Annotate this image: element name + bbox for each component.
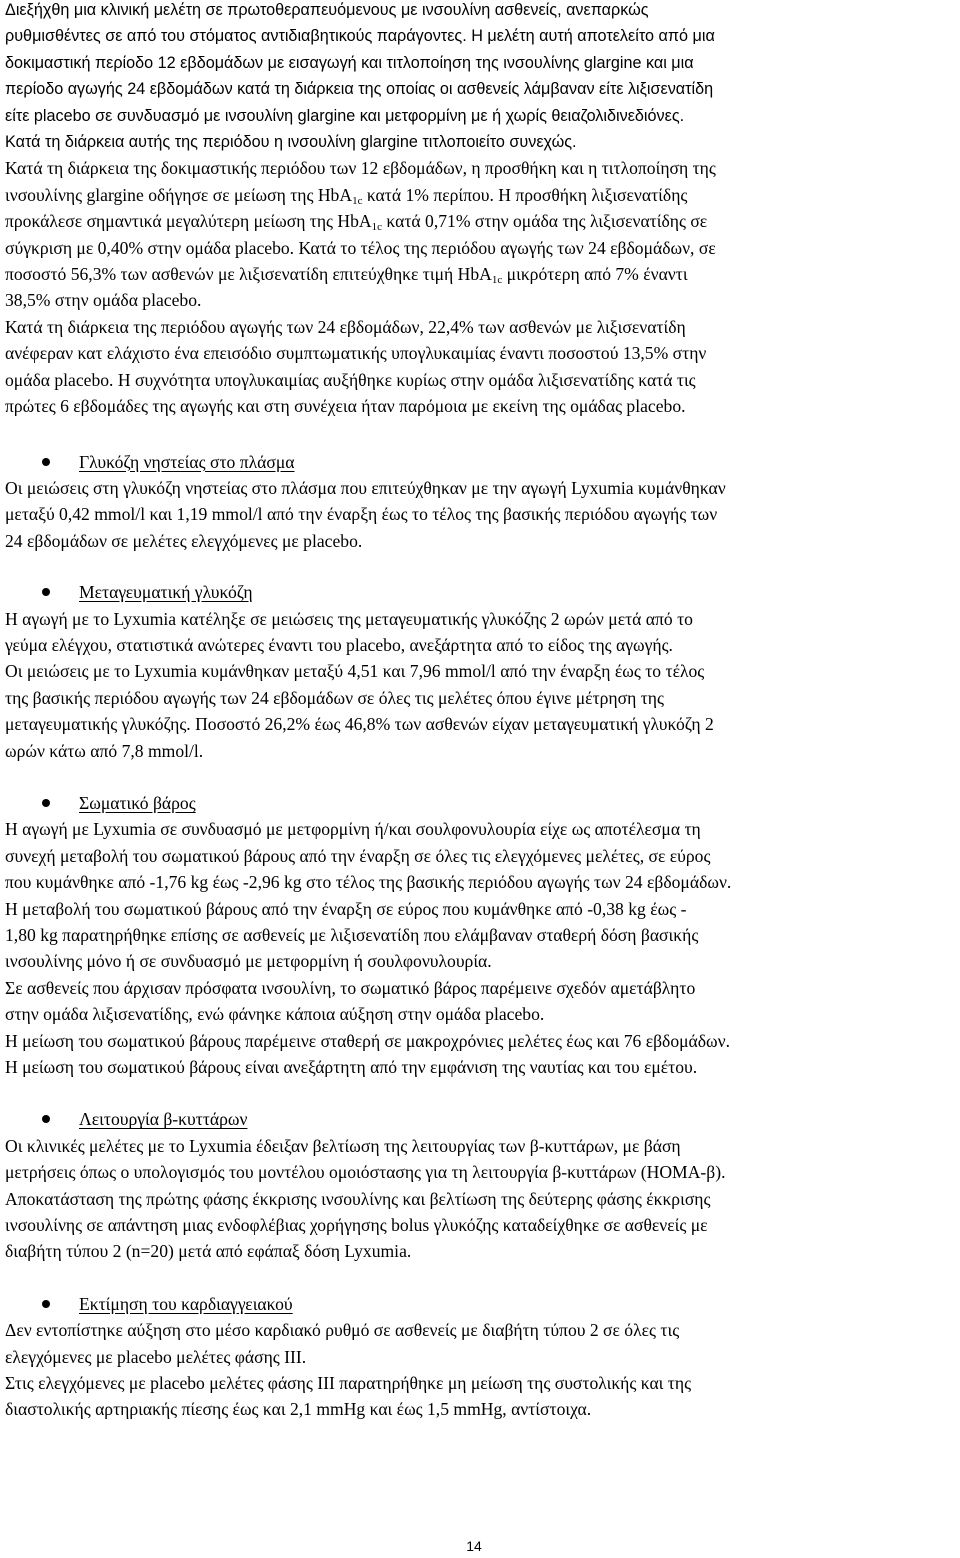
text-line: μεταγευματικής γλυκόζης. Ποσοστό 26,2% έως 46,8% των ασθενών είχαν μεταγευματική γλυκόζη 2 [5,714,714,735]
text-line: Η αγωγή με Lyxumia σε συνδυασμό με μετφορμίνη ή/και σουλφονυλουρία είχε ως αποτέλεσμα τη [5,819,701,840]
text-line: διαβήτη τύπου 2 (n=20) μετά από εφάπαξ δόση Lyxumia. [5,1241,412,1262]
text-line: 1,80 kg παρατηρήθηκε επίσης σε ασθενείς με λιξισενατίδη που ελάμβαναν σταθερή δόση βασικής [5,924,699,945]
text-line [5,182,953,208]
section-heading [5,1291,953,1317]
section-body [5,1317,953,1423]
text-line: διαστολικής αρτηριακής πίεσης έως και 2,1 mmHg και έως 1,5 mmHg, αντίστοιχα. [5,1399,592,1420]
subscript: 1c [371,221,383,234]
text-line: ανέφεραν κατ ελάχιστο ένα επεισόδιο συμπτωματικής υπογλυκαιμίας έναντι ποσοστού 13,5% στην [5,343,707,364]
section-title: Λειτουργία β-κυττάρων [79,1109,248,1130]
text-line: είτε placebo σε συνδυασμό με ινσουλίνη glargine και μετφορμίνη με ή χωρίς θειαζολιδινεδιόνες. [5,106,685,125]
section-heading [5,579,953,605]
text-line: Κατά τη διάρκεια της περιόδου αγωγής των 24 εβδομάδων, 22,4% των ασθενών με λιξισενατίδη [5,316,686,337]
hypoglycemia-paragraph [5,314,953,420]
page-number: 14 [466,1538,482,1554]
section-title: Εκτίμηση του καρδιαγγειακού [79,1293,293,1314]
text-line: που κυμάνθηκε από -1,76 kg έως -2,96 kg στο τέλος της βασικής περιόδου αγωγής των 24 εβδομάδων. [5,872,732,893]
text-line: Η μεταβολή του σωματικού βάρους από την έναρξη σε εύρος που κυμάνθηκε από -0,38 kg έως - [5,898,687,919]
text-line: σύγκριση με 0,40% στην ομάδα placebo. Κατά το τέλος της περιόδου αγωγής των 24 εβδομάδων, σε [5,237,716,258]
section-heading [5,449,953,475]
text-line: Η αγωγή με το Lyxumia κατέληξε σε μειώσεις της μεταγευματικής γλυκόζης 2 ωρών μετά από το [5,608,693,629]
section-fasting-glucose [5,449,953,555]
text-line: Κατά τη διάρκεια αυτής της περιόδου η ινσουλίνη glargine τιτλοποιείτο συνεχώς. [5,133,577,152]
text-line: Δεν εντοπίστηκε αύξηση στο μέσο καρδιακό ρυθμό σε ασθενείς με διαβήτη τύπου 2 σε όλες τις [5,1320,680,1341]
bullet-icon [42,799,50,807]
text-line: ινσουλίνης μόνο ή σε συνδυασμό με μετφορμίνη ή σουλφονυλουρία. [5,951,492,972]
bullet-icon [42,1300,50,1308]
text-line: 38,5% στην ομάδα placebo. [5,290,202,311]
text-line [5,208,953,234]
document-page [5,0,953,1423]
text-line: 24 εβδομάδων σε μελέτες ελεγχόμενες με placebo. [5,530,363,551]
text-line: Κατά τη διάρκεια της δοκιμαστικής περιόδου των 12 εβδομάδων, η προσθήκη και η τιτλοποίηση της [5,158,716,179]
text-line: Οι κλινικές μελέτες με το Lyxumia έδειξαν βελτίωση της λειτουργίας των β-κυττάρων, με βάση [5,1135,681,1156]
text-line: συνεχή μεταβολή του σωματικού βάρους από την έναρξη σε όλες τις ελεγχόμενες μελέτες, σε εύρος [5,845,711,866]
text-line: μεταξύ 0,42 mmol/l και 1,19 mmol/l από την έναρξη έως το τέλος της βασικής περιόδου αγωγής των [5,504,718,525]
text-line: Σε ασθενείς που άρχισαν πρόσφατα ινσουλίνη, το σωματικό βάρος παρέμεινε σχεδόν αμετάβλητο [5,977,696,998]
section-body [5,1133,953,1265]
section-body [5,606,953,764]
section-heading [5,790,953,816]
text-line: γεύμα ελέγχου, στατιστικά ανώτερες έναντι του placebo, ανεξάρτητα από το είδος της αγωγής. [5,634,673,655]
text-line: Στις ελεγχόμενες με placebo μελέτες φάσης ΙΙΙ παρατηρήθηκε μη μείωση της συστολικής και της [5,1373,692,1394]
bullet-icon [42,588,50,596]
text-line: ελεγχόμενες με placebo μελέτες φάσης ΙΙΙ. [5,1346,307,1367]
text-line: Οι μειώσεις στη γλυκόζη νηστείας στο πλάσμα που επιτεύχθηκαν με την αγωγή Lyxumia κυμάνθηκαν [5,477,726,498]
text-segment: μικρότερη από 7% έναντι [502,264,688,285]
section-body [5,816,953,1080]
section-body-weight [5,790,953,1080]
text-line: Η μείωση του σωματικού βάρους παρέμεινε σταθερή σε μακροχρόνιες μελέτες έως και 76 εβδομάδων. [5,1030,730,1051]
intro-paragraph [5,0,953,155]
text-segment: προκάλεσε σημαντικά μεγαλύτερη μείωση της HbA [5,211,372,232]
section-beta-cell-function [5,1106,953,1264]
bullet-icon [42,1115,50,1123]
text-line: πρώτες 6 εβδομάδες της αγωγής και στη συνέχεια ήταν παρόμοια με εκείνη της ομάδας placebo. [5,396,686,417]
text-line: Οι μειώσεις με το Lyxumia κυμάνθηκαν μεταξύ 4,51 και 7,96 mmol/l από την έναρξη έως το τέλος [5,661,705,682]
text-line [5,261,953,287]
text-line: ρυθμισθέντες σε από του στόματος αντιδιαβητικούς παράγοντες. Η μελέτη αυτή αποτελείτο από μια [5,27,715,46]
hba1c-paragraph [5,155,953,313]
subscript: 1c [352,194,363,207]
text-line: περίοδο αγωγής 24 εβδομάδων κατά τη διάρκεια της οποίας οι ασθενείς λάμβαναν είτε λιξισενατίδη [5,80,714,99]
text-line: ωρών κάτω από 7,8 mmol/l. [5,740,204,761]
section-postprandial-glucose [5,579,953,764]
text-line: ινσουλίνης σε απάντηση μιας ενδοφλέβιας χορήγησης bolus γλυκόζης καταδείχθηκε σε ασθενείς με [5,1215,708,1235]
text-line: Η μείωση του σωματικού βάρους είναι ανεξάρτητη από την εμφάνιση της ναυτίας και του εμέτου. [5,1056,698,1077]
section-title: Μεταγευματική γλυκόζη [79,582,253,603]
text-line: της βασικής περιόδου αγωγής των 24 εβδομάδων σε όλες τις μελέτες όπου έγινε μέτρηση της [5,687,664,708]
text-line: Αποκατάσταση της πρώτης φάσης έκκρισης ινσουλίνης και βελτίωση της δεύτερης φάσης έκκρισης [5,1188,711,1209]
text-line: στην ομάδα λιξισενατίδης, ενώ φάνηκε κάποια αύξηση στην ομάδα placebo. [5,1004,545,1025]
subscript: 1c [491,274,503,287]
section-title: Γλυκόζη νηστείας στο πλάσμα [79,451,295,472]
text-line: μετρήσεις όπως ο υπολογισμός του μοντέλου ομοιόστασης για τη λειτουργία β-κυττάρων (HOMA-β). [5,1162,726,1183]
bullet-icon [42,458,50,466]
section-cardiovascular [5,1291,953,1423]
section-title: Σωματικό βάρος [79,792,196,813]
text-segment: κατά 0,71% στην ομάδα της λιξισενατίδης σε [382,211,708,232]
text-line: Διεξήχθη μια κλινική μελέτη σε πρωτοθεραπευόμενους με ινσουλίνη ασθενείς, ανεπαρκώς [5,1,649,19]
text-line: ομάδα placebo. Η συχνότητα υπογλυκαιμίας αυξήθηκε κυρίως στην ομάδα λιξισενατίδης κατά τις [5,369,696,390]
text-segment: ινσουλίνης glargine οδήγησε σε μείωση της HbA [5,184,353,205]
section-heading [5,1106,953,1132]
section-body [5,475,953,554]
text-segment: κατά 1% περίπου. Η προσθήκη λιξισενατίδης [362,184,688,205]
text-line: δοκιμαστική περίοδο 12 εβδομάδων με εισαγωγή και τιτλοποίηση της ινσουλίνης glargine και μια [5,53,694,72]
text-segment: ποσοστό 56,3% των ασθενών με λιξισενατίδη επιτεύχθηκε τιμή HbA [5,264,492,285]
